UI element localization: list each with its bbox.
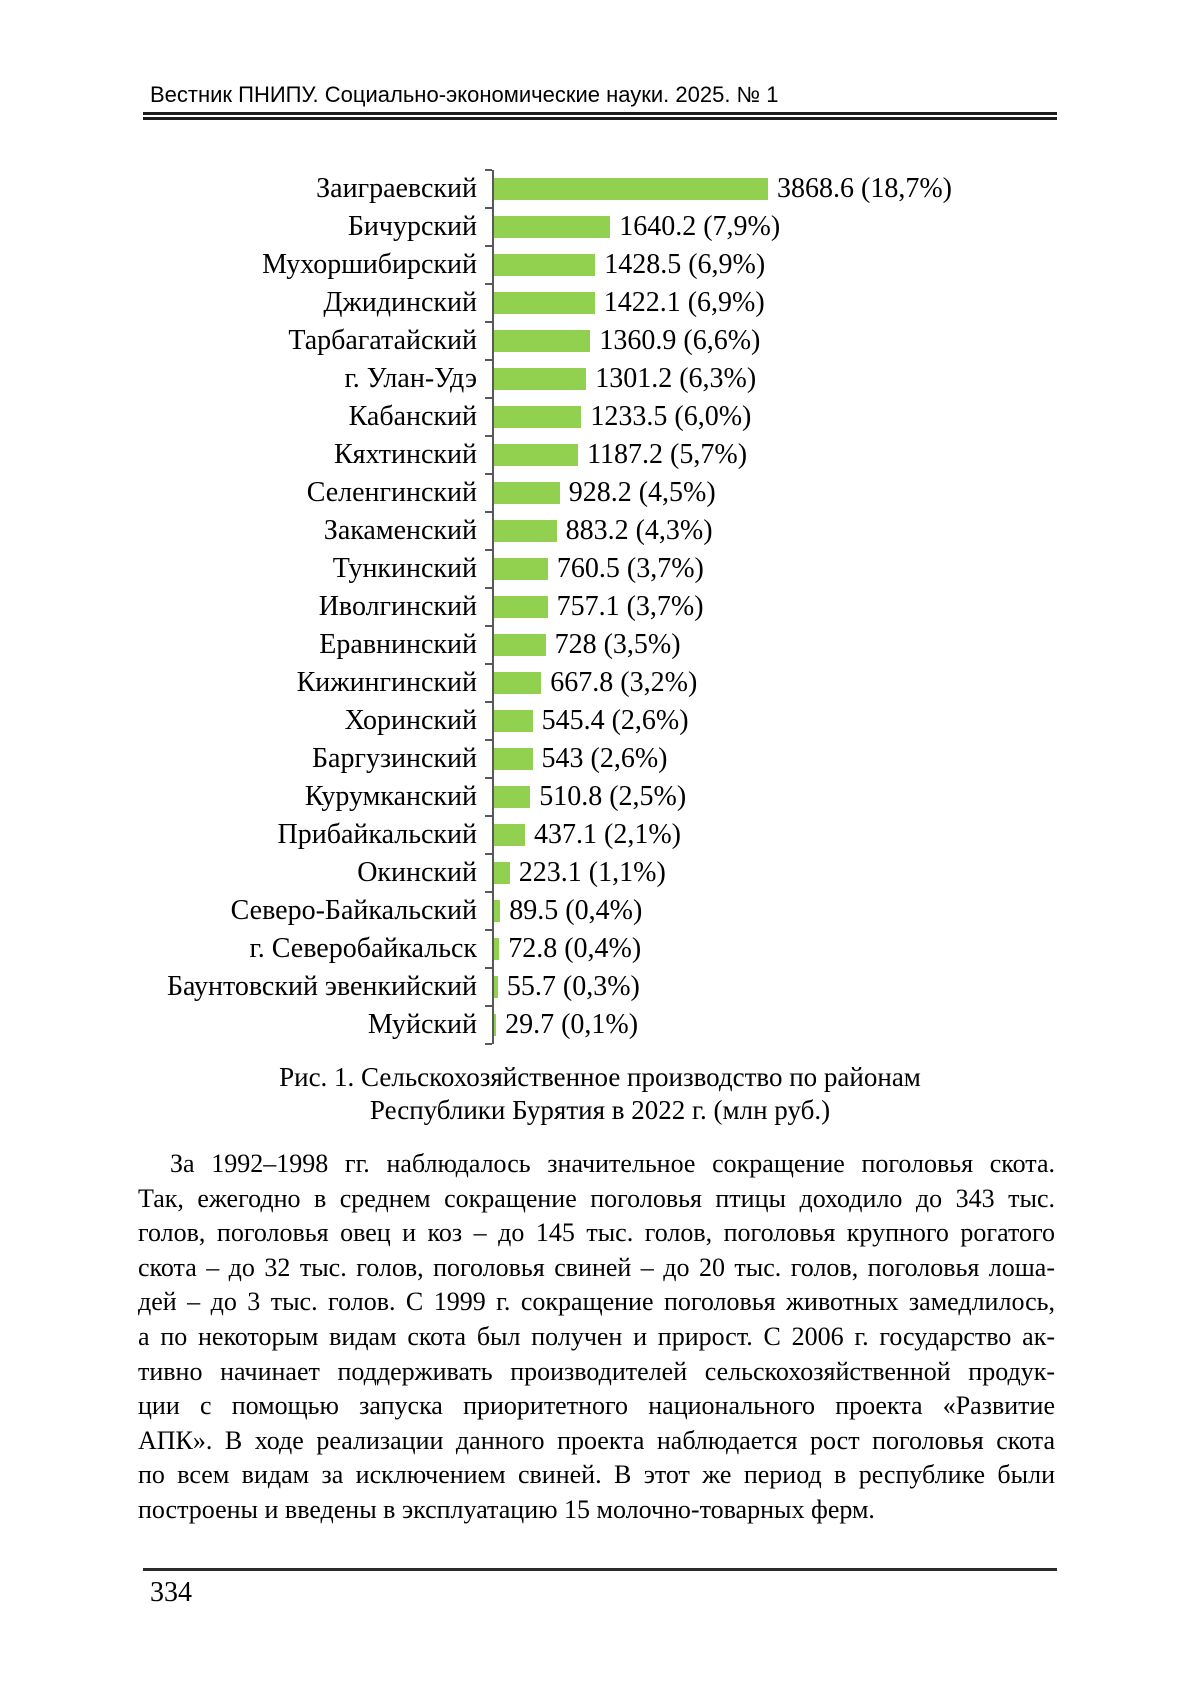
body-line: ции с помощью запуска приоритетного национального проекта «Развитие xyxy=(138,1391,1055,1421)
value-label: 55.7 (0,3%) xyxy=(506,971,640,1002)
chart-row xyxy=(150,436,994,474)
category-label: Джидинский xyxy=(323,287,477,318)
bar-area xyxy=(492,854,994,892)
axis-tick xyxy=(485,283,492,285)
axis-tick xyxy=(485,1005,492,1007)
axis-tick xyxy=(485,663,492,665)
bar-chart xyxy=(150,170,994,1044)
axis-tick xyxy=(485,511,492,513)
body-line: тивно начинает поддерживать производителей сельскохозяйственной продук- xyxy=(138,1356,1055,1386)
bar xyxy=(494,330,590,352)
bar-area xyxy=(492,322,994,360)
category-label: Кабанский xyxy=(348,401,477,432)
bar-area xyxy=(492,360,994,398)
category-label: Баргузинский xyxy=(311,743,477,774)
bar-area xyxy=(492,474,994,512)
body-line: скота – до 32 тыс. голов, поголовья свиней – до 20 тыс. голов, поголовья лоша- xyxy=(138,1252,1055,1282)
category-label: г. Улан-Удэ xyxy=(344,363,477,394)
body-line: голов, поголовья овец и коз – до 145 тыс. голов, поголовья крупного рогатого xyxy=(138,1218,1055,1248)
bar xyxy=(494,862,510,884)
bar-area xyxy=(492,398,994,436)
chart-row xyxy=(150,170,994,208)
category-label: Тункинский xyxy=(332,553,477,584)
bar xyxy=(494,406,581,428)
axis-tick xyxy=(485,815,492,817)
body-line: построены и введены в эксплуатацию 15 молочно-товарных ферм. xyxy=(138,1494,875,1524)
bar-area xyxy=(492,626,994,664)
axis-tick xyxy=(485,473,492,475)
chart-row xyxy=(150,968,994,1006)
value-label: 1187.2 (5,7%) xyxy=(587,439,748,470)
chart-row xyxy=(150,284,994,322)
bar xyxy=(494,900,500,922)
figure-caption-line1: Рис. 1. Сельскохозяйственное производство по районам xyxy=(279,1062,921,1092)
value-label: 1360.9 (6,6%) xyxy=(599,325,761,356)
category-label: Бичурский xyxy=(347,211,477,242)
category-label: Кижингинский xyxy=(296,667,477,698)
axis-tick xyxy=(485,321,492,323)
value-label: 510.8 (2,5%) xyxy=(539,781,687,812)
category-label: Тарбагатайский xyxy=(288,325,477,356)
value-label: 3868.6 (18,7%) xyxy=(777,173,952,204)
chart-row xyxy=(150,246,994,284)
bar-area xyxy=(492,246,994,284)
value-label: 757.1 (3,7%) xyxy=(556,591,704,622)
bar-area xyxy=(492,968,994,1006)
chart-row xyxy=(150,588,994,626)
bar-area xyxy=(492,588,994,626)
axis-tick xyxy=(485,435,492,437)
footer-rule xyxy=(143,1568,1057,1571)
bar-area xyxy=(492,816,994,854)
category-label: Иволгинский xyxy=(318,591,477,622)
category-label: Муйский xyxy=(367,1009,477,1040)
body-line: За 1992–1998 гг. наблюдалось значительное сокращение поголовья скота. xyxy=(170,1149,1055,1178)
bar-area xyxy=(492,284,994,322)
bar-area xyxy=(492,170,994,208)
value-label: 1428.5 (6,9%) xyxy=(604,249,766,280)
category-label: Заиграевский xyxy=(316,173,477,204)
category-label: Баунтовский эвенкийский xyxy=(166,971,477,1002)
axis-tick xyxy=(485,853,492,855)
bar xyxy=(494,178,768,200)
axis-tick xyxy=(485,625,492,627)
bar xyxy=(494,748,533,770)
chart-row xyxy=(150,892,994,930)
chart-row xyxy=(150,360,994,398)
value-label: 760.5 (3,7%) xyxy=(556,553,704,584)
bar xyxy=(494,634,546,656)
value-label: 1233.5 (6,0%) xyxy=(590,401,752,432)
category-label: г. Северобайкальск xyxy=(249,933,477,964)
value-label: 543 (2,6%) xyxy=(541,743,668,774)
figure-caption-line2: Республики Бурятия в 2022 г. (млн руб.) xyxy=(369,1095,831,1125)
body-line: дей – до 3 тыс. голов. С 1999 г. сокращение поголовья животных замедлилось, xyxy=(138,1287,1055,1317)
bar-area xyxy=(492,208,994,246)
category-label: Хоринский xyxy=(344,705,477,736)
category-label: Еравнинский xyxy=(319,629,477,660)
bar-area xyxy=(492,740,994,778)
body-line: Так, ежегодно в среднем сокращение поголовья птицы доходило до 343 тыс. xyxy=(138,1183,1055,1213)
bar-area xyxy=(492,664,994,702)
category-label: Мухоршибирский xyxy=(262,249,477,280)
axis-tick xyxy=(485,245,492,247)
chart-row xyxy=(150,702,994,740)
value-label: 223.1 (1,1%) xyxy=(518,857,666,888)
bar xyxy=(494,216,610,238)
chart-row xyxy=(150,550,994,588)
bar xyxy=(494,558,548,580)
chart-row xyxy=(150,626,994,664)
axis-tick xyxy=(485,701,492,703)
bar-area xyxy=(492,778,994,816)
value-label: 1640.2 (7,9%) xyxy=(619,211,781,242)
axis-tick xyxy=(485,967,492,969)
value-label: 437.1 (2,1%) xyxy=(534,819,681,850)
body-line: а по некоторым видам скота был получен и прирост. С 2006 г. государство ак- xyxy=(138,1321,1055,1351)
figure-1 xyxy=(150,170,994,1044)
category-label: Прибайкальский xyxy=(277,819,477,850)
chart-row xyxy=(150,1006,994,1044)
bar xyxy=(494,976,498,998)
axis-tick xyxy=(485,777,492,779)
chart-row xyxy=(150,778,994,816)
value-label: 928.2 (4,5%) xyxy=(568,477,716,508)
journal-header: Вестник ПНИПУ. Социально-экономические науки. 2025. № 1 xyxy=(150,82,779,107)
value-label: 545.4 (2,6%) xyxy=(541,705,689,736)
chart-row xyxy=(150,398,994,436)
bar xyxy=(494,786,530,808)
bar-area xyxy=(492,550,994,588)
value-label: 883.2 (4,3%) xyxy=(565,515,713,546)
bar-area xyxy=(492,512,994,550)
bar-area xyxy=(492,702,994,740)
figure-caption xyxy=(140,1061,1060,1127)
category-label: Окинский xyxy=(357,857,477,888)
value-label: 667.8 (3,2%) xyxy=(550,667,698,698)
axis-tick xyxy=(485,739,492,741)
bar xyxy=(494,292,595,314)
bar-area xyxy=(492,1006,994,1044)
chart-row xyxy=(150,930,994,968)
bar xyxy=(494,482,560,504)
bar xyxy=(494,596,548,618)
bar xyxy=(494,672,541,694)
category-label: Закаменский xyxy=(323,515,477,546)
axis-tick xyxy=(485,549,492,551)
bar xyxy=(494,444,578,466)
body-line: по всем видам за исключением свиней. В этот же период в республике были xyxy=(138,1460,1055,1490)
category-label: Кяхтинский xyxy=(333,439,477,470)
chart-row xyxy=(150,512,994,550)
chart-row xyxy=(150,474,994,512)
axis-tick xyxy=(485,891,492,893)
chart-row xyxy=(150,816,994,854)
bar-area xyxy=(492,930,994,968)
body-paragraph xyxy=(138,1147,1055,1528)
value-label: 29.7 (0,1%) xyxy=(505,1009,639,1040)
chart-row xyxy=(150,740,994,778)
bar xyxy=(494,254,595,276)
bar xyxy=(494,1014,496,1036)
axis-tick xyxy=(485,207,492,209)
axis-tick xyxy=(485,929,492,931)
axis-tick xyxy=(485,587,492,589)
chart-row xyxy=(150,854,994,892)
axis-tick xyxy=(485,397,492,399)
value-label: 72.8 (0,4%) xyxy=(508,933,642,964)
bar xyxy=(494,938,499,960)
value-label: 1301.2 (6,3%) xyxy=(595,363,757,394)
chart-row xyxy=(150,322,994,360)
category-label: Курумканский xyxy=(304,781,477,812)
bar xyxy=(494,520,557,542)
bar xyxy=(494,368,586,390)
axis-tick xyxy=(485,169,492,171)
category-label: Селенгинский xyxy=(306,477,477,508)
page-number: 334 xyxy=(150,1577,192,1608)
chart-row xyxy=(150,208,994,246)
body-line: АПК». В ходе реализации данного проекта наблюдается рост поголовья скота xyxy=(138,1425,1055,1455)
chart-row xyxy=(150,664,994,702)
bar xyxy=(494,824,525,846)
value-label: 728 (3,5%) xyxy=(554,629,681,660)
category-label: Северо-Байкальский xyxy=(230,895,477,926)
bar-area xyxy=(492,436,994,474)
value-label: 89.5 (0,4%) xyxy=(509,895,643,926)
bar-area xyxy=(492,892,994,930)
header-rule xyxy=(143,112,1057,120)
value-label: 1422.1 (6,9%) xyxy=(603,287,765,318)
bar xyxy=(494,710,533,732)
axis-tick xyxy=(485,359,492,361)
